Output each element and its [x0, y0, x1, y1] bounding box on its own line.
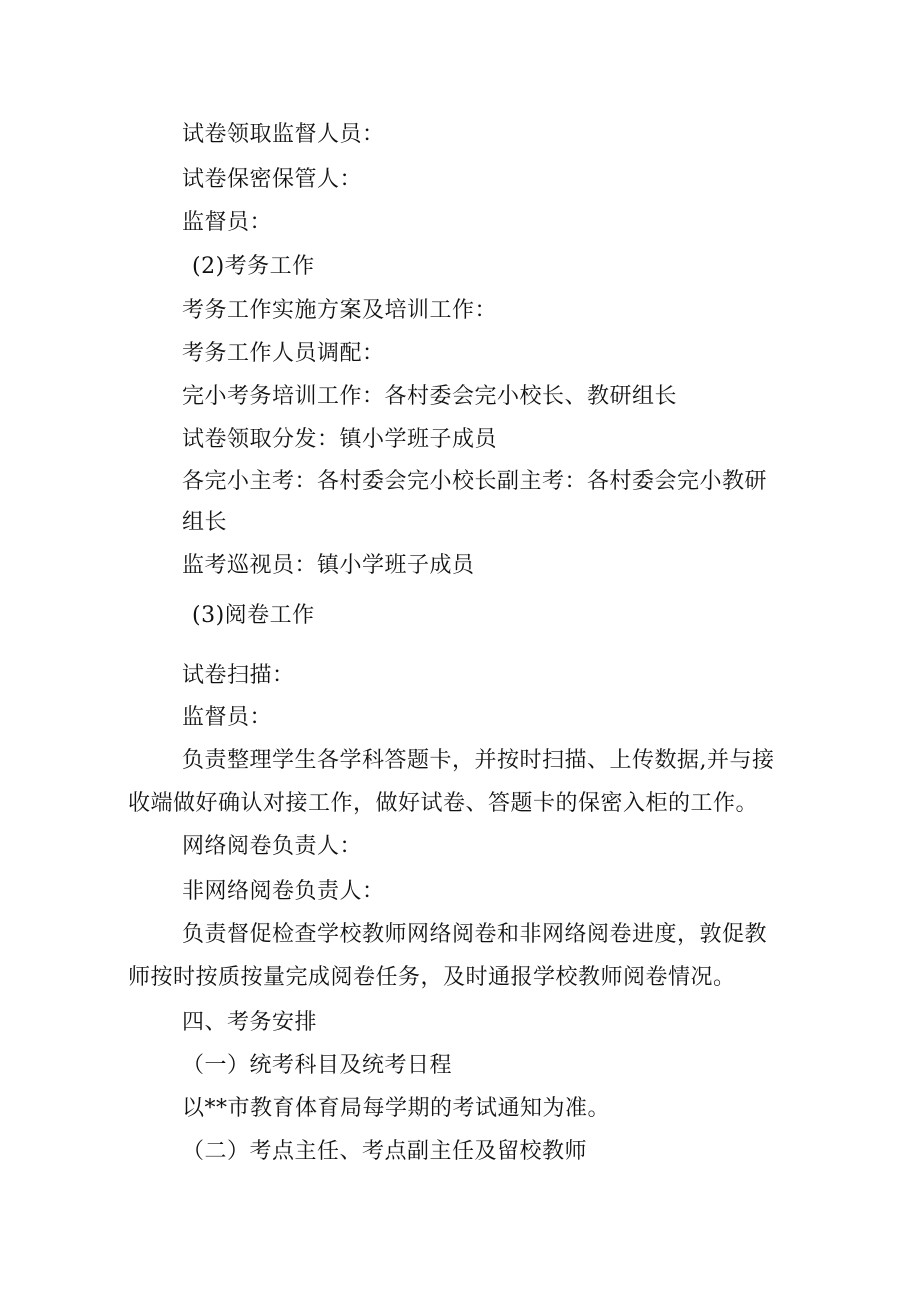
text-line: 监督员：	[182, 210, 273, 235]
paragraph-line: 收端做好确认对接工作，做好试卷、答题卡的保密入柜的工作。	[128, 791, 759, 816]
section-heading: (3)阅卷工作	[192, 603, 315, 628]
text-line: 考务工作实施方案及培训工作：	[182, 298, 498, 323]
text-line: 试卷领取监督人员：	[182, 122, 385, 147]
text-line: 试卷保密保管人：	[182, 167, 363, 192]
subsection-heading: （二）考点主任、考点副主任及留校教师	[182, 1139, 588, 1164]
text-line: 非网络阅卷负责人：	[182, 879, 385, 904]
text-line: 试卷扫描：	[182, 663, 295, 688]
text-line: 网络阅卷负责人：	[182, 834, 363, 859]
section-heading: (2)考务工作	[192, 254, 315, 279]
text-line: 考务工作人员调配：	[182, 341, 385, 366]
text-line: 监督员：	[182, 705, 273, 730]
subsection-heading: （一）统考科目及统考日程	[182, 1053, 453, 1078]
text-line: 完小考务培训工作：各村委会完小校长、教研组长	[182, 384, 678, 409]
paragraph-line: 师按时按质按量完成阅卷任务，及时通报学校教师阅卷情况。	[128, 965, 736, 990]
text-line: 各完小主考：各村委会完小校长副主考：各村委会完小教研	[182, 469, 768, 494]
text-line: 以**市教育体育局每学期的考试通知为准。	[182, 1096, 611, 1121]
section-heading: 四、考务安排	[182, 1010, 318, 1035]
paragraph-line: 负责督促检查学校教师网络阅卷和非网络阅卷进度，敦促教	[182, 922, 768, 947]
text-line: 监考巡视员：镇小学班子成员	[182, 553, 475, 578]
text-line: 组长	[182, 510, 228, 535]
text-line: 试卷领取分发：镇小学班子成员	[182, 427, 498, 452]
paragraph-line: 负责整理学生各学科答题卡，并按时扫描、上传数据,并与接	[182, 748, 775, 773]
